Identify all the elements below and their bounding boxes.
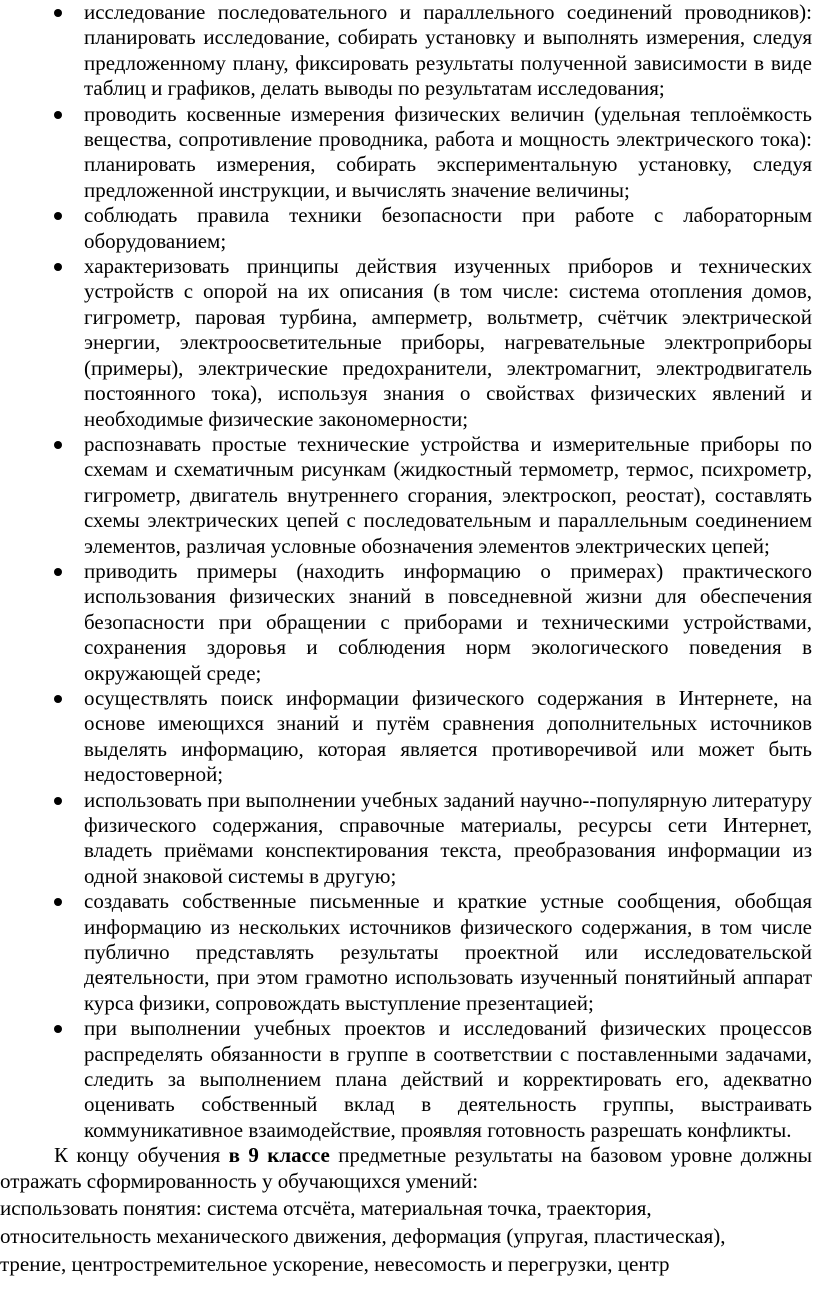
bullet-icon: [54, 263, 62, 271]
bullet-icon: [54, 212, 62, 220]
list-item-text: осуществлять поиск информации физического содержания в Интернете, на основе имеющихся знаний и путём сравнения дополнительных источников выделять информацию, которая является противоречивой или может быть недостоверной;: [84, 685, 812, 787]
list-item-text: распознавать простые технические устройства и измерительные приборы по схемам и схематичным рисункам (жидкостный термометр, термос, психрометр, гигрометр, двигатель внутреннего сгорания, электроскоп, реостат), составлять схемы электрических цепей с последовательным и параллельным соединением элементов, различая условные обозначения элементов электрических цепей;: [84, 431, 812, 558]
bullet-icon: [54, 898, 62, 906]
list-item-text: при выполнении учебных проектов и исследований физических процессов распределять обязанности в группе в соответствии с поставленными задачами, следить за выполнением плана действий и корректировать его, адекватно оценивать собственный вклад в деятельность группы, выстраивать коммуникативное взаимодействие, проявляя готовность разрешать конфликты.: [84, 1016, 812, 1142]
text-line: использовать понятия: система отсчёта, материальная точка, траектория,: [0, 1196, 652, 1221]
list-item: [0, 203, 816, 254]
bullet-icon: [54, 111, 62, 119]
list-item: [0, 788, 816, 890]
grade-9-intro-paragraph: [0, 1143, 816, 1194]
list-item: [0, 1016, 816, 1143]
grade-emphasis: в 9 классе: [228, 1143, 330, 1168]
list-item: [0, 432, 816, 559]
list-item: [0, 559, 816, 686]
intro-text-start: К концу обучения: [54, 1143, 229, 1168]
bullet-icon: [54, 797, 62, 805]
list-item-text: проводить косвенные измерения физических величин (удельная теплоёмкость вещества, сопротивление проводника, работа и мощность электрического тока): планировать измерения, собирать экспериментальную установку, следуя предложенной инструкции, и вычислять значение величины;: [84, 101, 812, 202]
bullet-icon: [54, 568, 62, 576]
text-line: относительность механического движения, деформация (упругая, пластическая),: [0, 1224, 726, 1249]
list-item: [0, 889, 816, 1016]
text-line: трение, центростремительное ускорение, невесомость и перегрузки, центр: [0, 1252, 670, 1277]
list-item: [0, 254, 816, 432]
bullet-icon: [54, 441, 62, 449]
bullet-icon: [54, 9, 62, 17]
list-item-text: характеризовать принципы действия изученных приборов и технических устройств с опорой на их описания (в том числе: система отопления домов, гигрометр, паровая турбина, амперметр, вольтметр, счётчик электрической энергии, электроосветительные приборы, нагревательные электроприборы (примеры), электрические предохранители, электромагнит, электродвигатель постоянного тока), используя знания о свойствах физических явлений и необходимые физические закономерности;: [84, 254, 812, 431]
list-item-text: использовать при выполнении учебных заданий научно--популярную литературу физического содержания, справочные материалы, ресурсы сети Интернет, владеть приёмами конспектирования текста, преобразования информации из одной знаковой системы в другую;: [84, 787, 812, 888]
list-item: [0, 686, 816, 788]
list-item-text: создавать собственные письменные и краткие устные сообщения, обобщая информацию из нескольких источников физического содержания, в том числе публично представлять результаты проектной или исследовательской деятельности, при этом грамотно использовать изученный понятийный аппарат курса физики, сопровождать выступление презентацией;: [84, 889, 812, 1015]
intro-text-end: предметные результаты на базовом уровне должны отражать сформированность у обучающихся умений:: [0, 1143, 812, 1193]
bullet-icon: [54, 1025, 62, 1033]
bullet-icon: [54, 695, 62, 703]
list-item-text: соблюдать правила техники безопасности при работе с лабораторным оборудованием;: [84, 203, 812, 253]
list-item-text: приводить примеры (находить информацию о примерах) практического использования физических знаний в повседневной жизни для обеспечения безопасности при обращении с приборами и техническими устройствами, сохранения здоровья и соблюдения норм экологического поведения в окружающей среде;: [84, 558, 812, 685]
list-item-text: исследование последовательного и параллельного соединений проводников): планировать исследование, собирать установку и выполнять измерения, следуя предложенному плану, фиксировать результаты полученной зависимости в виде таблиц и графиков, делать выводы по результатам исследования;: [84, 0, 812, 101]
list-item: [0, 0, 816, 102]
list-item: [0, 102, 816, 204]
